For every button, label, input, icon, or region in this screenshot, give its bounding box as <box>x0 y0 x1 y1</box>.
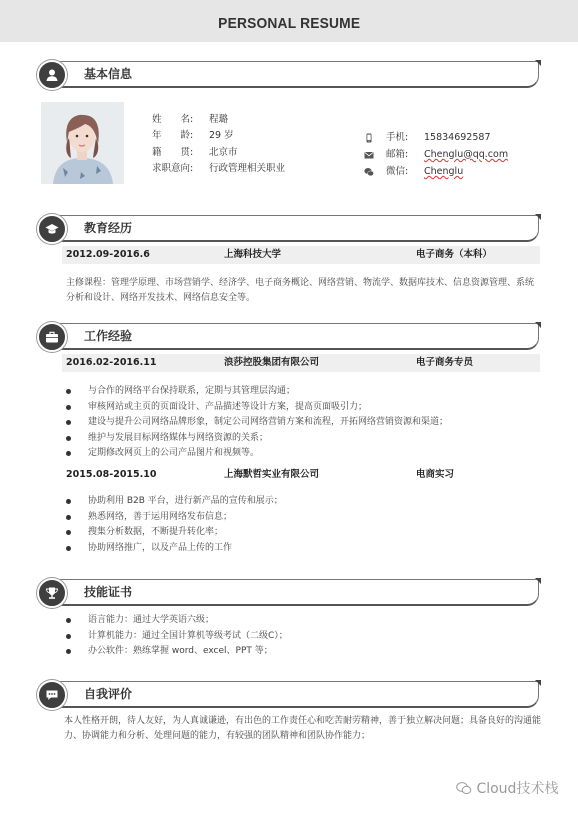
list-item: 建设与提升公司网络品牌形象，制定公司网络营销方案和流程，开拓网络营销资源和渠道； <box>66 415 448 431</box>
resume-header <box>0 0 578 42</box>
section-icon-badge <box>37 60 67 90</box>
list-item: 办公软件：熟练掌握 word、excel、PPT 等； <box>66 644 288 660</box>
work-role: 电子商务专员 <box>416 357 474 368</box>
watermark-text: Cloud技术栈 <box>476 781 559 797</box>
graduation-cap-icon <box>45 222 59 236</box>
trophy-icon <box>45 586 59 600</box>
list-item: 计算机能力：通过全国计算机等级考试（二级C）； <box>66 629 288 645</box>
section-corner <box>535 214 541 220</box>
age-value: 29 岁 <box>209 130 234 141</box>
list-item: 协助网络推广，以及产品上传的工作 <box>66 541 283 557</box>
wechat-value: Chenglu <box>424 166 464 177</box>
info-age-row <box>152 129 234 143</box>
section-corner <box>535 322 541 328</box>
section-corner <box>535 680 541 686</box>
intent-value: 行政管理相关职业 <box>209 163 286 174</box>
section-education <box>34 214 544 242</box>
section-skills <box>34 578 544 606</box>
name-value: 程璐 <box>209 114 229 125</box>
info-hometown-row <box>152 146 238 160</box>
list-item: 定期修改网页上的公司产品图片和视频等。 <box>66 446 448 462</box>
section-self-eval <box>34 680 544 708</box>
section-title: 工作经验 <box>84 329 133 343</box>
section-icon-badge <box>37 214 67 244</box>
info-name-row <box>152 113 228 127</box>
work-row-2 <box>62 466 540 484</box>
section-title: 教育经历 <box>84 221 133 235</box>
intent-label: 求职意向: <box>152 163 194 174</box>
user-icon <box>45 68 59 82</box>
hometown-label: 籍 贯: <box>152 147 194 158</box>
education-courses: 主修课程：管理学原理、市场营销学、经济学、电子商务概论、网络营销、物流学、数据库技术、信息资源管理、系统分析和设计、网络开发技术、网络信息安全等。 <box>66 278 535 303</box>
contact-email-row <box>386 148 508 162</box>
list-item: 与合作的网络平台保持联系，定期与其管理层沟通； <box>66 384 448 400</box>
section-title: 基本信息 <box>84 67 133 81</box>
name-label: 姓 名: <box>152 114 194 125</box>
section-icon-badge <box>37 578 67 608</box>
list-item: 审核网站或主页的页面设计、产品描述等设计方案，提高页面吸引力； <box>66 400 448 416</box>
hometown-value: 北京市 <box>209 147 238 158</box>
work-company: 浪莎控股集团有限公司 <box>224 357 320 368</box>
list-item: 搜集分析数据，不断提升转化率； <box>66 525 283 541</box>
chat-bubble-icon <box>45 688 59 702</box>
email-icon <box>364 150 374 160</box>
list-item: 协助利用 B2B 平台，进行新产品的宣传和展示； <box>66 494 283 510</box>
list-item: 维护与发展目标网络媒体与网络资源的关系； <box>66 431 448 447</box>
work-row-1 <box>62 354 540 372</box>
watermark <box>456 778 558 798</box>
contact-wechat-row <box>386 165 463 179</box>
phone-icon <box>364 133 374 143</box>
education-school: 上海科技大学 <box>224 249 282 260</box>
wechat-logo-icon <box>456 781 472 795</box>
wechat-label: 微信: <box>386 166 409 177</box>
skills-list <box>66 613 288 660</box>
work-duties-2 <box>66 494 283 556</box>
section-icon-badge <box>37 680 67 710</box>
section-corner <box>535 60 541 66</box>
age-label: 年 龄: <box>152 130 194 141</box>
section-corner <box>535 578 541 584</box>
briefcase-icon <box>45 330 59 344</box>
self-eval-text: 本人性格开朗，待人友好，为人真诚谦逊，有出色的工作责任心和吃苦耐劳精神，善于独立解决问题；具备良好的沟通能力、协调能力和分析、处理问题的能力，有较强的团队精神和团队协作能力； <box>64 716 542 741</box>
profile-photo <box>41 102 124 184</box>
wechat-icon <box>364 167 374 177</box>
section-title: 技能证书 <box>84 585 133 599</box>
work-company: 上海默哲实业有限公司 <box>224 469 320 480</box>
email-value[interactable]: Chenglu@qq.com <box>424 149 509 160</box>
contact-phone-row <box>386 131 491 145</box>
section-work <box>34 322 544 350</box>
section-basic-info <box>34 60 544 88</box>
work-period: 2015.08-2015.10 <box>66 469 157 480</box>
section-icon-badge <box>37 322 67 352</box>
work-duties-1 <box>66 384 448 462</box>
email-label: 邮箱: <box>386 149 409 160</box>
phone-label: 手机: <box>386 132 409 143</box>
list-item: 语言能力：通过大学英语六级； <box>66 613 288 629</box>
education-major: 电子商务（本科） <box>416 249 493 260</box>
work-role: 电商实习 <box>416 469 455 480</box>
phone-value: 15834692587 <box>424 132 491 143</box>
education-row <box>62 246 540 264</box>
education-period: 2012.09-2016.6 <box>66 249 150 260</box>
resume-title: PERSONAL RESUME <box>217 15 361 32</box>
work-period: 2016.02-2016.11 <box>66 357 157 368</box>
list-item: 熟悉网络，善于运用网络发布信息； <box>66 510 283 526</box>
section-title: 自我评价 <box>84 687 133 701</box>
info-intent-row <box>152 162 285 176</box>
